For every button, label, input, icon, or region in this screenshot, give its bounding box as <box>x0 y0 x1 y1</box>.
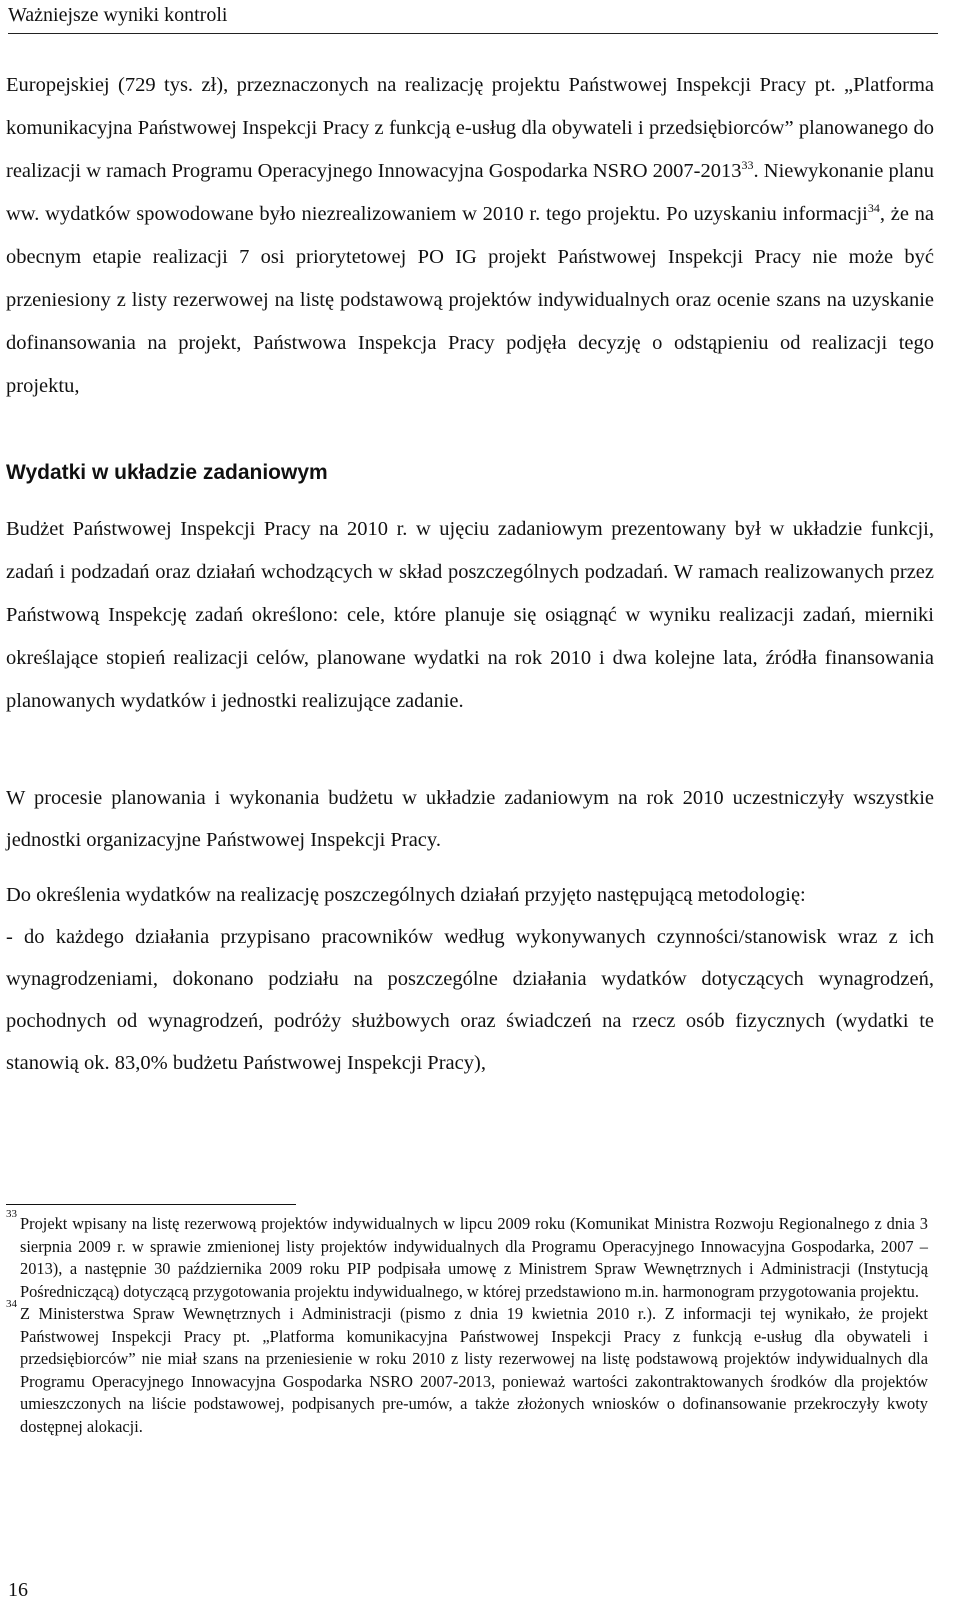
paragraph-project-funds <box>6 64 934 408</box>
section-heading: Wydatki w układzie zadaniowym <box>6 461 328 484</box>
paragraph-methodology <box>6 874 934 1084</box>
running-header: Ważniejsze wyniki kontroli <box>8 2 938 34</box>
paragraph-text <box>6 64 934 408</box>
footnote-34 <box>6 1298 928 1438</box>
paragraph-planning-process <box>6 777 934 861</box>
footnote-ref-34[interactable]: 34 <box>867 201 880 216</box>
footnote-separator <box>6 1204 296 1205</box>
footnote-number: 33 <box>6 1208 17 1220</box>
paragraph-text-segment: Europejskiej (729 tys. zł), przeznaczonych na realizację projektu Państwowej Inspekcji Pracy pt. „Platforma komunikacyjna Państwowej Inspekcji Pracy z funkcją e-usług dla obywateli i przedsiębiorców” planowanego do realizacji w ramach Programu Operacyjnego Innowacyjna Gospodarka NSRO 2007-2013 <box>6 74 934 182</box>
methodology-item: - do każdego działania przypisano pracowników według wykonywanych czynności/stanowisk wraz z ich wynagrodzeniami, dokonano podziału na poszczególne działania wydatków dotyczących wynagrodzeń, pochodnych od wynagrodzeń, podróży służbowych oraz świadczeń na rzecz osób fizycznych (wydatki te stanowią ok. 83,0% budżetu Państwowej Inspekcji Pracy), <box>6 926 934 1074</box>
footnote-text: Z Ministerstwa Spraw Wewnętrznych i Administracji (pismo z dnia 19 kwietnia 2010 r.). Z informacji tej wynikało, że projekt Państwowej Inspekcji Pracy pt. „Platforma komunikacyjna Państwowej Inspekcji Pracy z funkcją e-usług dla obywateli i przedsiębiorców” nie miał szans na przeniesienie w roku 2010 z listy rezerwowej na listę podstawową projektów indywidualnych dla Programu Operacyjnego Innowacyjna Gospodarka NSRO 2007-2013, ponieważ wartości zakontraktowanych środków dla projektów umieszczonych na liście podstawowej, podpisanych pre-umów, a także złożonych wniosków o dofinansowanie przekroczyły kwoty dostępnej alokacji. <box>20 1304 928 1436</box>
footnote-ref-33[interactable]: 33 <box>741 158 754 173</box>
paragraph-task-budget <box>6 508 934 723</box>
paragraph-text: W procesie planowania i wykonania budżetu w układzie zadaniowym na rok 2010 uczestniczyły wszystkie jednostki organizacyjne Państwowej Inspekcji Pracy. <box>6 787 934 851</box>
paragraph-text-segment: . Niewykonanie planu ww. wydatków spowodowane było niezrealizowaniem w 2010 r. tego projektu. <box>6 160 934 225</box>
paragraph-text-segment: Po uzyskaniu informacji <box>660 203 868 225</box>
footnote-number: 34 <box>6 1298 17 1310</box>
page-number: 16 <box>8 1579 28 1601</box>
footnote-text: Projekt wpisany na listę rezerwową projektów indywidualnych w lipcu 2009 roku (Komunikat Ministra Rozwoju Regionalnego z dnia 3 sierpnia 2009 r. w sprawie zmienionej listy projektów indywidualnych dla Programu Operacyjnego Innowacyjna Gospodarka, 2007 – 2013), a następnie 30 października 2009 roku PIP podpisała umowę z Ministrem Spraw Wewnętrznych i Administracji (Instytucją Pośredniczącą) dotyczącą przygotowania projektu indywidualnego, w której przedstawiono m.in. harmonogram przygotowania projektu. <box>20 1214 928 1301</box>
paragraph-text: Budżet Państwowej Inspekcji Pracy na 2010 r. w ujęciu zadaniowym prezentowany był w układzie funkcji, zadań i podzadań oraz działań wchodzących w skład poszczególnych podzadań. W ramach realizowanych przez Państwową Inspekcję zadań określono: cele, które planuje się osiągnąć w wyniku realizacji zadań, mierniki określające stopień realizacji celów, planowane wydatki na rok 2010 i dwa kolejne lata, źródła finansowania planowanych wydatków i jednostki realizujące zadanie. <box>6 518 934 712</box>
footnote-33 <box>6 1208 928 1303</box>
footnotes <box>6 1208 928 1438</box>
paragraph-text-segment: , że na obecnym etapie realizacji 7 osi priorytetowej PO IG projekt Państwowej Inspekcji Pracy nie może być przeniesiony z listy rezerwowej na listę podstawową projektów indywidualnych oraz ocenie szans na uzyskanie dofinansowania na projekt, Państwowa Inspekcja Pracy podjęła decyzję o odstąpieniu od realizacji tego projektu, <box>6 203 935 397</box>
paragraph-text: Do określenia wydatków na realizację poszczególnych działań przyjęto następującą metodologię: <box>6 884 806 906</box>
